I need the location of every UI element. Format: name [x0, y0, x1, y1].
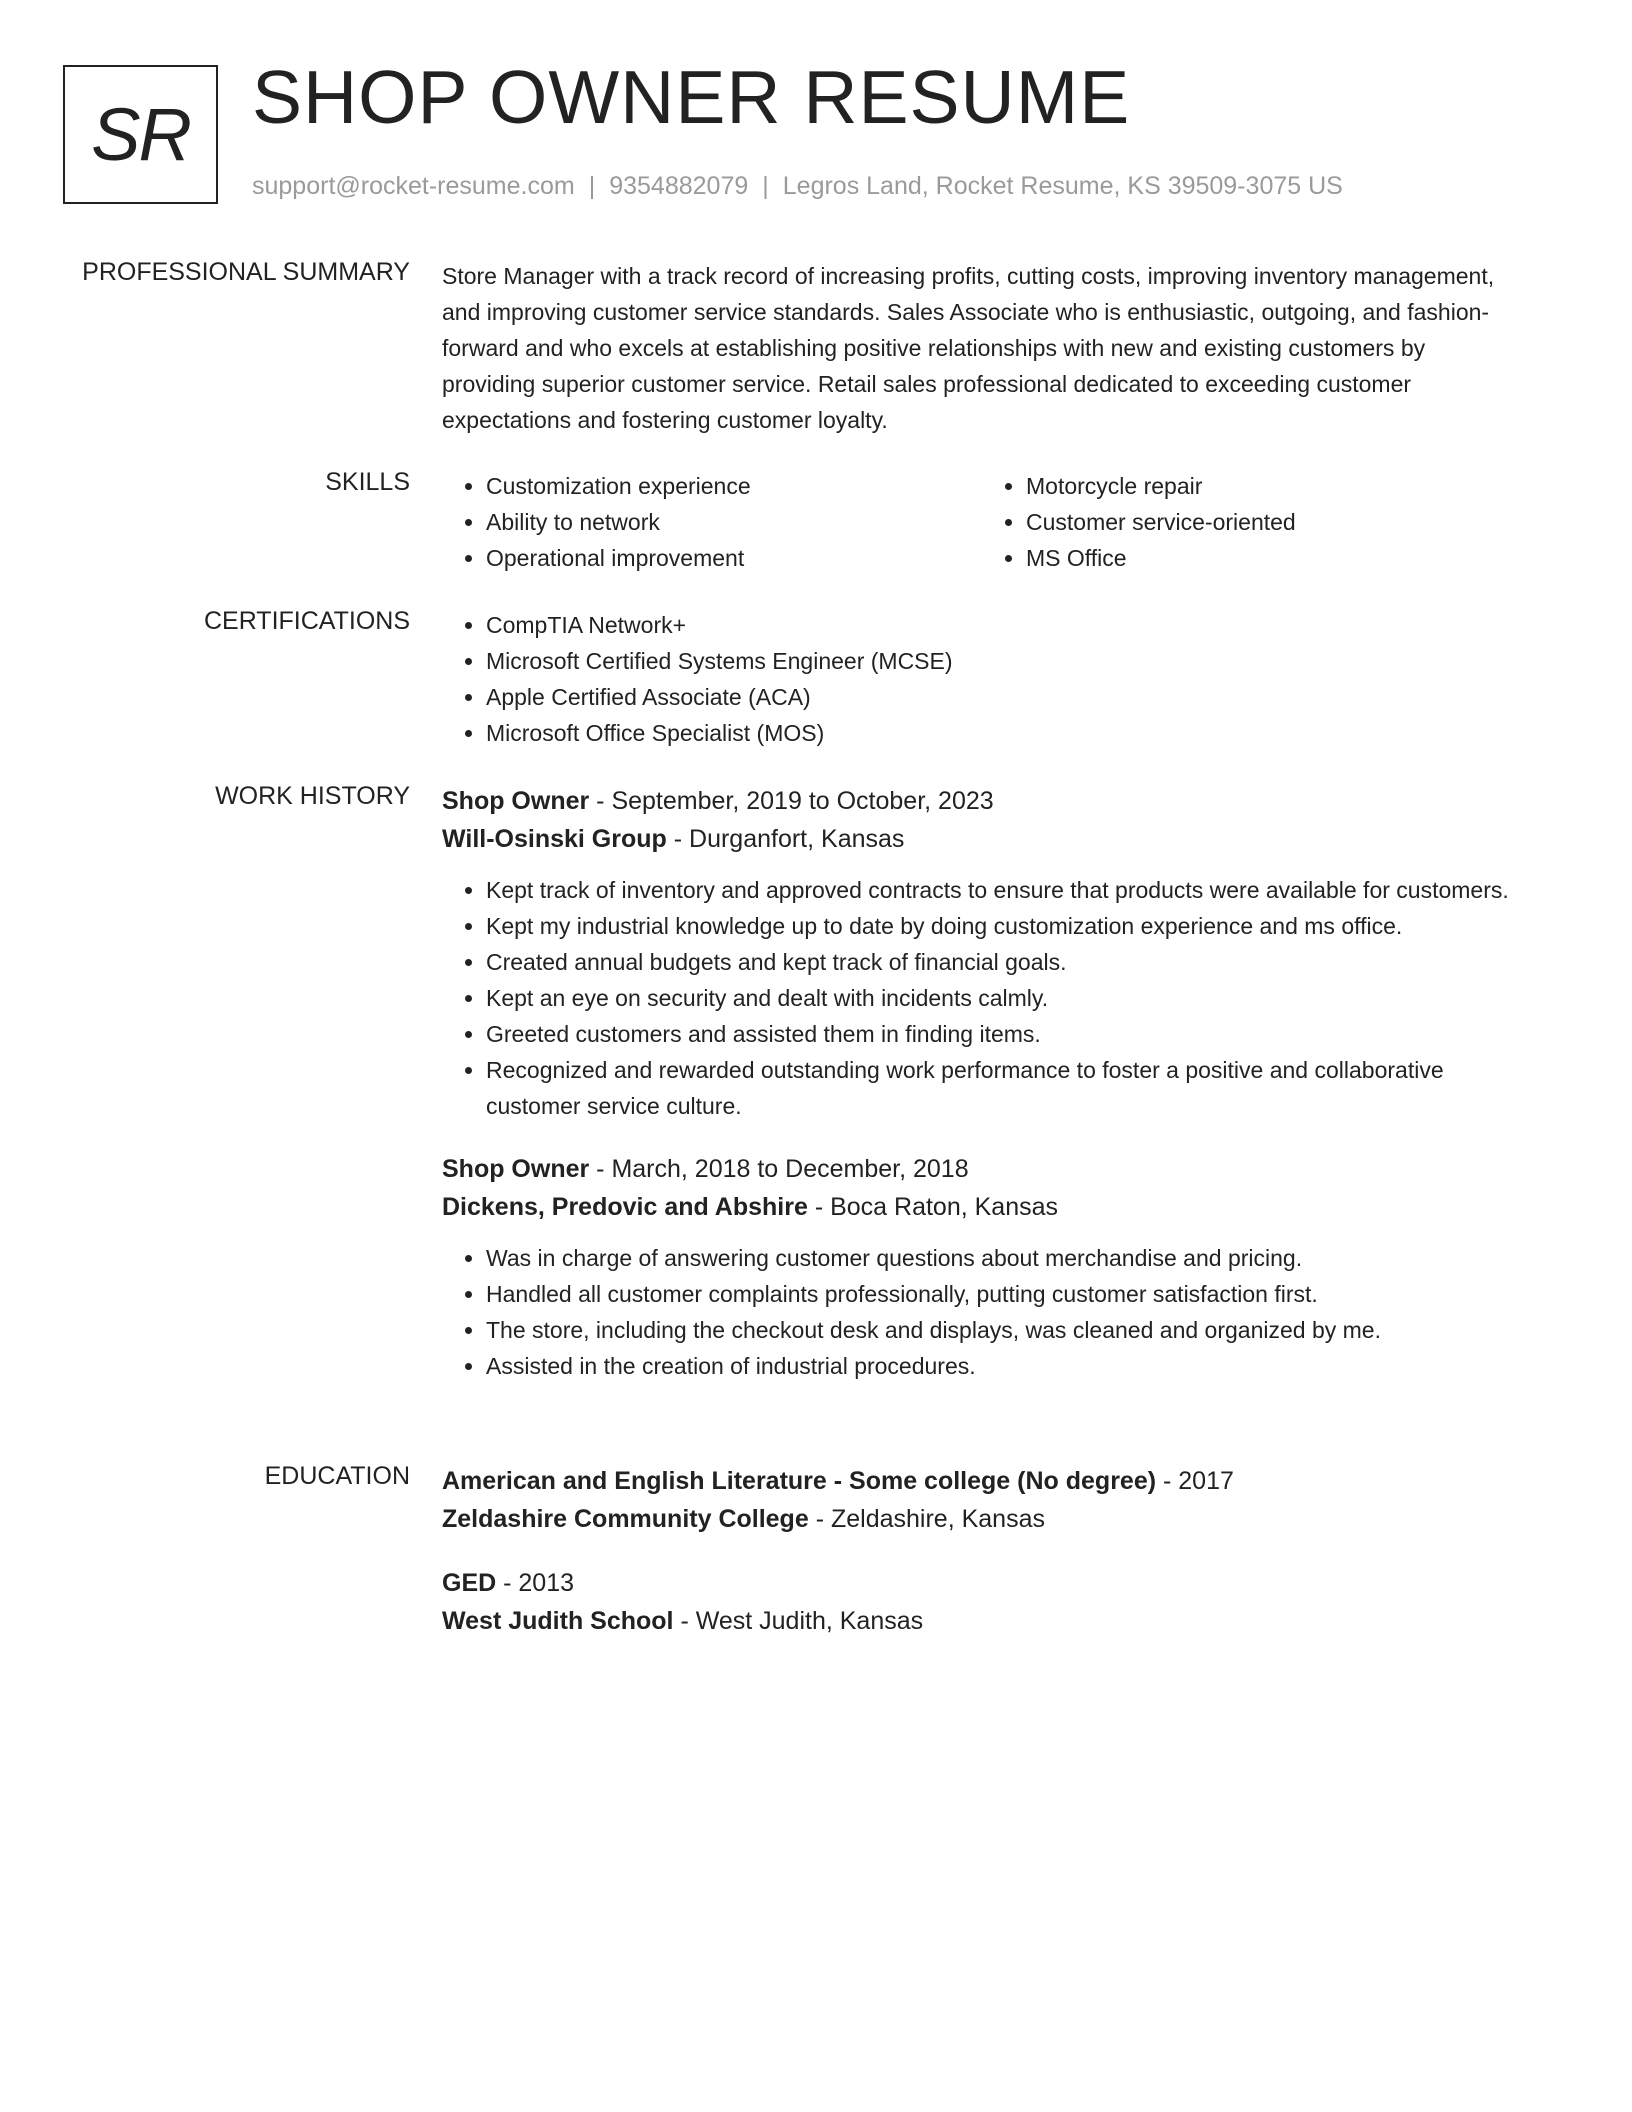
school-line [442, 1500, 1522, 1538]
job-bullet: • Kept track of inventory and approved contracts to ensure that products were available for customers. [486, 872, 1522, 908]
degree-year: - 2013 [496, 1569, 575, 1597]
skill-item: • Operational improvement [486, 540, 982, 576]
contact-email[interactable]: support@rocket-resume.com [252, 172, 575, 200]
job-bullet: • The store, including the checkout desk and displays, was cleaned and organized by me. [486, 1312, 1522, 1348]
school-location: - Zeldashire, Kansas [808, 1505, 1045, 1533]
job-title-line [442, 1150, 1522, 1188]
job-bullet: • Handled all customer complaints professionally, putting customer satisfaction first. [486, 1276, 1522, 1312]
section-label: SKILLS [325, 468, 410, 496]
job-company-line [442, 820, 1522, 858]
job-company-line [442, 1188, 1522, 1226]
job-bullets [442, 872, 1522, 1124]
job-company: Dickens, Predovic and Abshire [442, 1193, 808, 1221]
section-label: EDUCATION [264, 1462, 410, 1490]
certification-item: • Apple Certified Associate (ACA) [486, 679, 1522, 715]
contact-separator: | [762, 172, 769, 200]
skills-list-left [442, 468, 982, 576]
job-bullet: • Greeted customers and assisted them in finding items. [486, 1016, 1522, 1052]
contact-address: Legros Land, Rocket Resume, KS 39509-3075 US [782, 172, 1343, 200]
skill-item: • Ability to network [486, 504, 982, 540]
summary-content [442, 258, 1522, 438]
job-bullets [442, 1240, 1522, 1384]
skills-content [442, 468, 1522, 576]
degree: GED [442, 1569, 497, 1597]
summary-text: Store Manager with a track record of increasing profits, cutting costs, improving inventory management, and improving customer service standards. Sales Associate who is enthusiastic, outgoing, and fashion-forward and who excels at establishing positive relationships with new and existing customers by providing superior customer service. Retail sales professional dedicated to exceeding customer expectations and fostering customer loyalty. [442, 263, 1495, 433]
job-bullet: • Kept my industrial knowledge up to date by doing customization experience and ms office. [486, 908, 1522, 944]
certification-item: • Microsoft Certified Systems Engineer (MCSE) [486, 643, 1522, 679]
monogram-logo: SR [63, 65, 218, 204]
job-bullet: • Kept an eye on security and dealt with incidents calmly. [486, 980, 1522, 1016]
job-bullet: • Was in charge of answering customer questions about merchandise and pricing. [486, 1240, 1522, 1276]
certification-item: • CompTIA Network+ [486, 607, 1522, 643]
certification-item: • Microsoft Office Specialist (MOS) [486, 715, 1522, 751]
job-dates: - September, 2019 to October, 2023 [589, 787, 994, 815]
contact-phone[interactable]: 9354882079 [609, 172, 749, 200]
certifications-content [442, 607, 1522, 751]
school: Zeldashire Community College [442, 1505, 809, 1533]
certifications-list [442, 607, 1522, 751]
school-line [442, 1602, 1522, 1640]
section-label: PROFESSIONAL SUMMARY [82, 258, 410, 286]
education-content [442, 1462, 1522, 1640]
job-entry [442, 782, 1522, 1124]
skill-item: • MS Office [1026, 540, 1522, 576]
page-title: SHOP OWNER RESUME [252, 55, 1131, 139]
job-title: Shop Owner [442, 1155, 590, 1183]
section-label: WORK HISTORY [215, 782, 410, 810]
job-title: Shop Owner [442, 787, 590, 815]
education-entry [442, 1564, 1522, 1640]
job-title-line [442, 782, 1522, 820]
skills-list-right [982, 468, 1522, 576]
section-label: CERTIFICATIONS [203, 607, 410, 635]
degree: American and English Literature - Some college (No degree) [442, 1467, 1157, 1495]
job-bullet: • Recognized and rewarded outstanding work performance to foster a positive and collaborative customer service culture. [486, 1052, 1522, 1124]
job-entry [442, 1150, 1522, 1384]
work-history-content [442, 782, 1522, 1384]
skill-item: • Motorcycle repair [1026, 468, 1522, 504]
job-company: Will-Osinski Group [442, 825, 667, 853]
job-dates: - March, 2018 to December, 2018 [589, 1155, 969, 1183]
school-location: - West Judith, Kansas [673, 1607, 924, 1635]
job-bullet: • Created annual budgets and kept track of financial goals. [486, 944, 1522, 980]
degree-line [442, 1564, 1522, 1602]
contact-line [252, 172, 1343, 201]
contact-separator: | [588, 172, 596, 200]
skill-item: • Customer service-oriented [1026, 504, 1522, 540]
job-location: - Boca Raton, Kansas [807, 1193, 1059, 1221]
school: West Judith School [442, 1607, 674, 1635]
job-location: - Durganfort, Kansas [666, 825, 905, 853]
degree-line [442, 1462, 1522, 1500]
degree-year: - 2017 [1156, 1467, 1234, 1495]
skill-item: • Customization experience [486, 468, 982, 504]
job-bullet: • Assisted in the creation of industrial procedures. [486, 1348, 1522, 1384]
education-entry [442, 1462, 1522, 1538]
